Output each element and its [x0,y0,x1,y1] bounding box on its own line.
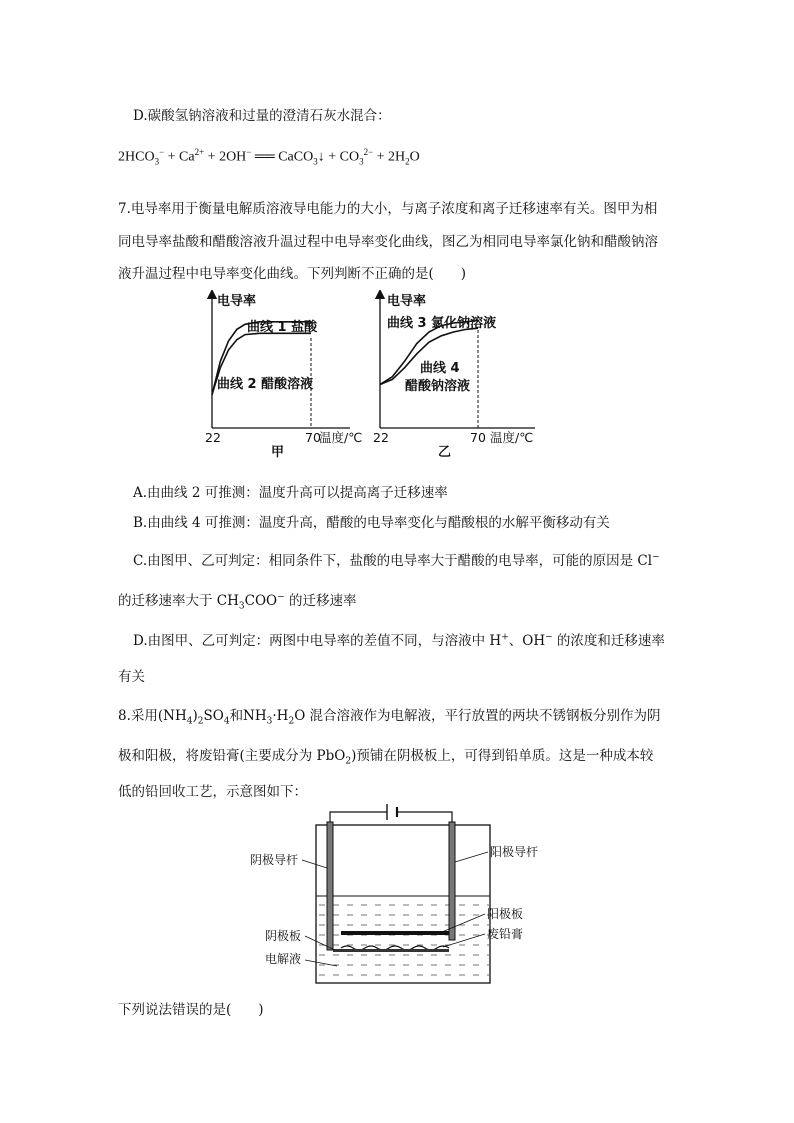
q7-option-b: B.由曲线 4 可推测：温度升高，醋酸的电导率变化与醋酸根的水解平衡移动有关 [133,515,610,531]
chart-yi-ylabel: 电导率 [387,294,427,309]
label-anode-rod: 阳极导杆 [490,845,539,859]
chart-yi-xlabel: 温度/℃ [490,430,534,445]
chart-jia-curve2-label: 曲线 2 醋酸溶液 [217,377,314,392]
q7-option-d-line1: D.由图甲、乙可判定：两图中电导率的差值不同，与溶液中 H+、OH− 的浓度和迁移速率 [133,632,665,649]
chart-yi-curve3-label: 曲线 3 氯化钠溶液 [387,316,497,331]
chart-yi-caption: 乙 [438,445,452,460]
q7-option-c-line2: 的迁移速率大于 $CH_3COO^-$ 的迁移速率 [118,592,357,612]
electrolysis-apparatus-diagram [247,800,547,990]
label-cathode-plate: 阴极板 [265,929,302,943]
chart-jia-xlabel: 温度/℃ [319,430,363,445]
q8-stem-line3: 低的铅回收工艺，示意图如下： [118,784,307,800]
cathode-rod [327,822,333,950]
chart-jia-xtick-22: 22 [205,430,221,445]
chart-jia-xtick-70: 70 [305,430,321,445]
q8-stem-line1: 8.采用$(NH_4)_2SO_4$和$NH_3\cdot H_2O$ 混合溶液作为电解液，平行放置的两块不锈钢板分别作为阴 [118,708,661,727]
chart-yi-xtick-22: 22 [373,430,389,445]
option-d-q6: D.碳酸氢钠溶液和过量的澄清石灰水混合： [133,108,391,124]
chart-yi-curve4 [380,328,478,384]
label-waste-paste: 废铅膏 [487,927,524,941]
chart-yi-curve4-label-1: 曲线 4 [420,361,460,376]
chart-jia [205,293,362,460]
label-anode-plate: 阳极板 [487,907,524,921]
q7-stem-line1: 7.电导率用于衡量电解质溶液导电能力的大小，与离子浓度和离子迁移速率有关。图甲为相 [118,201,658,217]
label-cathode-rod: 阴极导杆 [250,853,299,867]
label-electrolyte: 电解液 [265,952,302,966]
q7-option-d-line2: 有关 [118,669,145,685]
q7-option-a: A.由曲线 2 可推测：温度升高可以提高离子迁移速率 [133,485,448,501]
chart-yi [373,293,535,460]
conductivity-charts [195,290,555,460]
q7-stem-line2: 同电导率盐酸和醋酸溶液升温过程中电导率变化曲线，图乙为相同电导率氯化钠和醋酸钠溶 [118,234,658,250]
chart-yi-xtick-70: 70 [470,430,486,445]
anode-plate [341,931,449,935]
chart-jia-caption: 甲 [271,445,285,460]
chart-jia-curve1-label: 曲线 1 盐酸 [247,320,318,335]
q7-stem-line3: 液升温过程中电导率变化曲线。下列判断不正确的是( ) [118,266,467,282]
cathode-plate [333,949,449,952]
chemical-equation: $2HCO_3^- + Ca^{2+} + 2OH^-$ ══ CaCO$_3$↓ + $CO_3^{2-} + 2H_2O$ [118,147,420,167]
q8-question: 下列说法错误的是( ) [118,1002,264,1018]
chart-yi-curve4-label-2: 醋酸钠溶液 [405,379,471,394]
anode-rod [449,822,455,940]
chart-jia-ylabel: 电导率 [217,294,257,309]
q8-stem-line2: 极和阳极，将废铅膏(主要成分为 PbO$_2$)预铺在阴极板上，可得到铅单质。这是一种成本较 [118,748,654,767]
q7-option-c-line1: C.由图甲、乙可判定：相同条件下，盐酸的电导率大于醋酸的电导率，可能的原因是 Cl− [133,552,660,569]
electrolyte-liquid [317,896,489,982]
